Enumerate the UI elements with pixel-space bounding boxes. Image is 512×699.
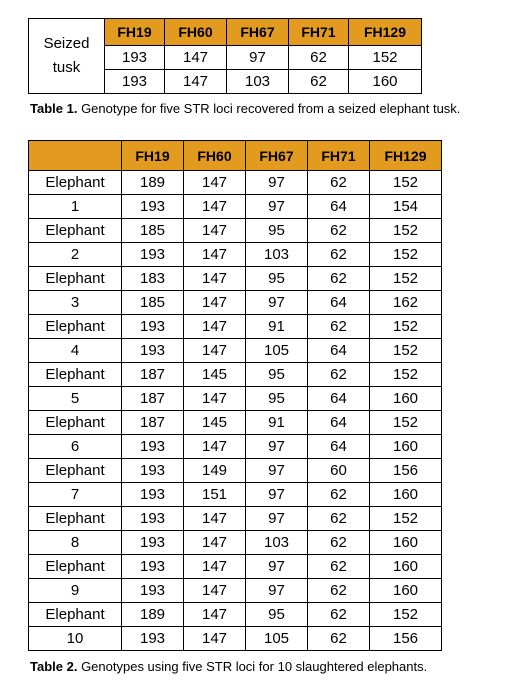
allele-cell: 147: [184, 291, 246, 315]
allele-cell: 156: [370, 459, 442, 483]
locus-header: FH71: [308, 141, 370, 171]
table-row: [29, 387, 442, 411]
allele-cell: 160: [370, 579, 442, 603]
locus-header: FH71: [289, 19, 349, 46]
allele-cell: 97: [246, 291, 308, 315]
allele-cell: 97: [246, 555, 308, 579]
allele-cell: 103: [246, 531, 308, 555]
allele-cell: 152: [370, 219, 442, 243]
allele-cell: 147: [184, 579, 246, 603]
allele-cell: 147: [184, 267, 246, 291]
allele-cell: 152: [370, 363, 442, 387]
allele-cell: 62: [308, 627, 370, 651]
allele-cell: 152: [370, 507, 442, 531]
table-row: [29, 315, 442, 339]
elephant-number-cell: 8: [29, 531, 122, 555]
allele-cell: 97: [227, 46, 289, 70]
allele-cell: 95: [246, 219, 308, 243]
allele-cell: 193: [122, 579, 184, 603]
elephant-number-cell: 4: [29, 339, 122, 363]
allele-cell: 152: [370, 339, 442, 363]
allele-cell: 147: [184, 219, 246, 243]
allele-cell: 62: [308, 243, 370, 267]
allele-cell: 185: [122, 219, 184, 243]
table-row: [29, 291, 442, 315]
allele-cell: 189: [122, 171, 184, 195]
empty-header-cell: [29, 141, 122, 171]
seized-tusk-label: Seized tusk: [29, 19, 105, 94]
allele-cell: 147: [165, 70, 227, 94]
elephant-number-cell: 7: [29, 483, 122, 507]
allele-cell: 64: [308, 387, 370, 411]
elephant-name-cell: Elephant: [29, 315, 122, 339]
table2-caption: Table 2. Genotypes using five STR loci for 10 slaughtered elephants.: [30, 659, 428, 674]
allele-cell: 97: [246, 579, 308, 603]
allele-cell: 193: [122, 531, 184, 555]
allele-cell: 154: [370, 195, 442, 219]
allele-cell: 147: [184, 555, 246, 579]
allele-cell: 62: [289, 46, 349, 70]
allele-cell: 97: [246, 507, 308, 531]
allele-cell: 193: [122, 243, 184, 267]
allele-cell: 160: [370, 435, 442, 459]
locus-header: FH60: [165, 19, 227, 46]
table-row: [29, 579, 442, 603]
allele-cell: 103: [246, 243, 308, 267]
elephant-name-cell: Elephant: [29, 267, 122, 291]
allele-cell: 60: [308, 459, 370, 483]
table-row: [29, 531, 442, 555]
locus-header: FH60: [184, 141, 246, 171]
allele-cell: 105: [246, 627, 308, 651]
elephant-name-cell: Elephant: [29, 603, 122, 627]
table1-header-row: [29, 19, 422, 46]
allele-cell: 160: [370, 483, 442, 507]
allele-cell: 62: [308, 579, 370, 603]
allele-cell: 160: [370, 531, 442, 555]
allele-cell: 152: [370, 411, 442, 435]
allele-cell: 147: [184, 435, 246, 459]
allele-cell: 103: [227, 70, 289, 94]
table-row: [29, 171, 442, 195]
allele-cell: 183: [122, 267, 184, 291]
allele-cell: 91: [246, 411, 308, 435]
allele-cell: 152: [349, 46, 422, 70]
allele-cell: 97: [246, 483, 308, 507]
allele-cell: 189: [122, 603, 184, 627]
allele-cell: 193: [122, 315, 184, 339]
elephant-number-cell: 10: [29, 627, 122, 651]
allele-cell: 64: [308, 411, 370, 435]
allele-cell: 95: [246, 387, 308, 411]
allele-cell: 62: [308, 507, 370, 531]
elephant-number-cell: 9: [29, 579, 122, 603]
allele-cell: 193: [122, 339, 184, 363]
allele-cell: 187: [122, 411, 184, 435]
allele-cell: 147: [165, 46, 227, 70]
table-row: [29, 627, 442, 651]
allele-cell: 193: [122, 459, 184, 483]
allele-cell: 95: [246, 363, 308, 387]
allele-cell: 147: [184, 627, 246, 651]
table2-header-row: [29, 141, 442, 171]
allele-cell: 187: [122, 387, 184, 411]
allele-cell: 147: [184, 171, 246, 195]
allele-cell: 185: [122, 291, 184, 315]
allele-cell: 152: [370, 243, 442, 267]
table-row: [29, 603, 442, 627]
allele-cell: 64: [308, 291, 370, 315]
elephant-genotype-table: [28, 140, 442, 651]
allele-cell: 97: [246, 171, 308, 195]
elephant-name-cell: Elephant: [29, 459, 122, 483]
elephant-number-cell: 5: [29, 387, 122, 411]
allele-cell: 145: [184, 411, 246, 435]
allele-cell: 193: [122, 483, 184, 507]
locus-header: FH67: [246, 141, 308, 171]
allele-cell: 64: [308, 195, 370, 219]
allele-cell: 97: [246, 195, 308, 219]
allele-cell: 62: [308, 315, 370, 339]
allele-cell: 95: [246, 603, 308, 627]
locus-header: FH129: [349, 19, 422, 46]
locus-header: FH129: [370, 141, 442, 171]
elephant-number-cell: 3: [29, 291, 122, 315]
table-row: [29, 411, 442, 435]
allele-cell: 193: [105, 46, 165, 70]
allele-cell: 152: [370, 171, 442, 195]
allele-cell: 105: [246, 339, 308, 363]
allele-cell: 97: [246, 459, 308, 483]
allele-cell: 62: [308, 171, 370, 195]
table-row: [29, 483, 442, 507]
allele-cell: 193: [122, 507, 184, 531]
table-row: [29, 267, 442, 291]
allele-cell: 152: [370, 267, 442, 291]
elephant-name-cell: Elephant: [29, 219, 122, 243]
allele-cell: 97: [246, 435, 308, 459]
allele-cell: 152: [370, 315, 442, 339]
allele-cell: 64: [308, 339, 370, 363]
elephant-name-cell: Elephant: [29, 555, 122, 579]
elephant-name-cell: Elephant: [29, 171, 122, 195]
table-row: [29, 435, 442, 459]
elephant-number-cell: 6: [29, 435, 122, 459]
table-row: [29, 459, 442, 483]
locus-header: FH19: [122, 141, 184, 171]
allele-cell: 62: [308, 603, 370, 627]
allele-cell: 187: [122, 363, 184, 387]
allele-cell: 62: [308, 363, 370, 387]
allele-cell: 156: [370, 627, 442, 651]
elephant-name-cell: Elephant: [29, 363, 122, 387]
elephant-number-cell: 1: [29, 195, 122, 219]
allele-cell: 147: [184, 387, 246, 411]
elephant-name-cell: Elephant: [29, 411, 122, 435]
allele-cell: 64: [308, 435, 370, 459]
allele-cell: 162: [370, 291, 442, 315]
allele-cell: 62: [308, 267, 370, 291]
allele-cell: 147: [184, 531, 246, 555]
table-row: [29, 219, 442, 243]
allele-cell: 193: [105, 70, 165, 94]
locus-header: FH67: [227, 19, 289, 46]
table-row: [29, 195, 442, 219]
allele-cell: 147: [184, 195, 246, 219]
allele-cell: 95: [246, 267, 308, 291]
allele-cell: 193: [122, 435, 184, 459]
allele-cell: 152: [370, 603, 442, 627]
seized-tusk-genotype-table: [28, 18, 422, 94]
locus-header: FH19: [105, 19, 165, 46]
allele-cell: 91: [246, 315, 308, 339]
allele-cell: 147: [184, 507, 246, 531]
allele-cell: 193: [122, 195, 184, 219]
table-row: [29, 243, 442, 267]
allele-cell: 147: [184, 243, 246, 267]
table-row: [29, 339, 442, 363]
allele-cell: 149: [184, 459, 246, 483]
allele-cell: 145: [184, 363, 246, 387]
elephant-number-cell: 2: [29, 243, 122, 267]
elephant-name-cell: Elephant: [29, 507, 122, 531]
allele-cell: 147: [184, 603, 246, 627]
allele-cell: 160: [349, 70, 422, 94]
allele-cell: 160: [370, 555, 442, 579]
allele-cell: 193: [122, 627, 184, 651]
allele-cell: 62: [308, 531, 370, 555]
table2-body: [29, 171, 442, 651]
table-row: [29, 555, 442, 579]
table-row: [29, 363, 442, 387]
table1-caption: Table 1. Genotype for five STR loci recovered from a seized elephant tusk.: [30, 101, 461, 116]
allele-cell: 147: [184, 315, 246, 339]
allele-cell: 62: [289, 70, 349, 94]
allele-cell: 62: [308, 219, 370, 243]
allele-cell: 147: [184, 339, 246, 363]
allele-cell: 151: [184, 483, 246, 507]
allele-cell: 193: [122, 555, 184, 579]
allele-cell: 62: [308, 555, 370, 579]
table-row: [29, 507, 442, 531]
allele-cell: 160: [370, 387, 442, 411]
allele-cell: 62: [308, 483, 370, 507]
